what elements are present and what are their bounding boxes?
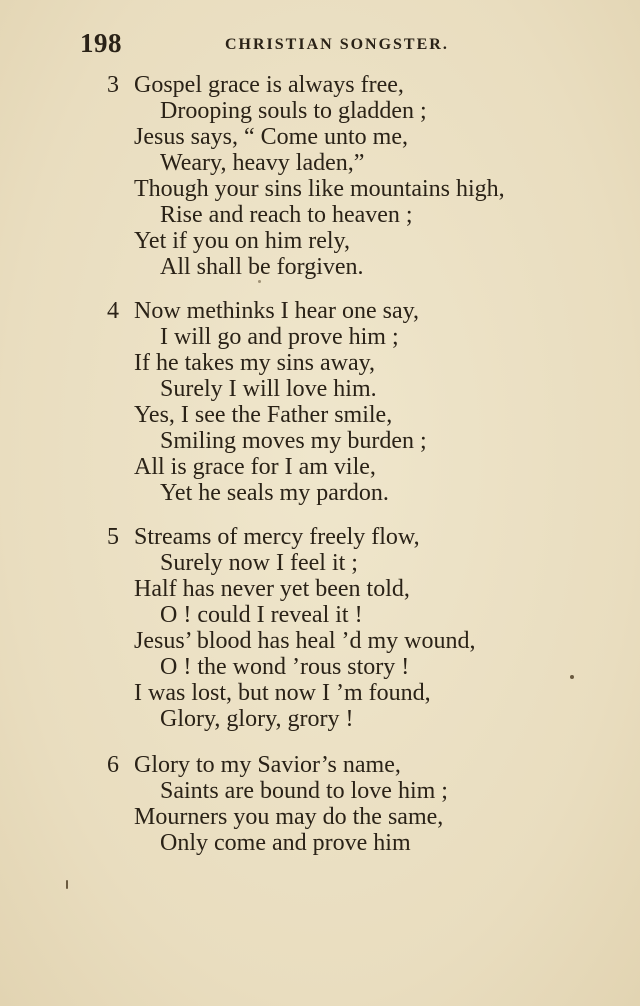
- verse-line: [0, 680, 620, 706]
- page-header: [80, 28, 580, 58]
- verse-line: [0, 602, 620, 628]
- line-text: Half has never yet been told,: [134, 576, 410, 602]
- line-text: Only come and prove him: [160, 830, 411, 856]
- line-text: Surely I will love him.: [160, 376, 377, 402]
- line-text: Glory, glory, grory !: [160, 706, 354, 732]
- verse-line: [0, 124, 620, 150]
- verse-line: [0, 654, 620, 680]
- verse-line: [0, 830, 620, 856]
- running-head: CHRISTIAN SONGSTER.: [225, 36, 449, 53]
- verse-line: [0, 150, 620, 176]
- line-text: All is grace for I am vile,: [134, 454, 376, 480]
- verse-line: [0, 324, 620, 350]
- line-text: Glory to my Savior’s name,: [134, 752, 401, 778]
- line-text: Now methinks I hear one say,: [134, 298, 420, 324]
- line-text: O ! could I reveal it !: [160, 602, 363, 628]
- verse-number: 3: [107, 72, 119, 98]
- verse-line: [0, 628, 620, 654]
- verse-line: [0, 706, 620, 732]
- verse-number: 4: [107, 298, 119, 324]
- line-text: Yet he seals my pardon.: [160, 480, 389, 506]
- line-text: All shall be forgiven.: [160, 254, 364, 280]
- verse-line: [0, 350, 620, 376]
- verse-line: [0, 524, 620, 550]
- line-text: Smiling moves my burden ;: [160, 428, 427, 454]
- verse-line: [0, 550, 620, 576]
- line-text: If he takes my sins away,: [134, 350, 376, 376]
- verse-line: [0, 298, 620, 324]
- verse-number: 6: [107, 752, 119, 778]
- verse-line: [0, 228, 620, 254]
- line-text: Weary, heavy laden,”: [160, 150, 365, 176]
- verse-line: [0, 576, 620, 602]
- verse-line: [0, 804, 620, 830]
- stanza-4: [0, 298, 620, 506]
- verse-line: [0, 254, 620, 280]
- line-text: Streams of mercy freely flow,: [134, 524, 420, 550]
- verse-number: 5: [107, 524, 119, 550]
- line-text: Jesus’ blood has heal ’d my wound,: [134, 628, 476, 654]
- page-number: 198: [80, 28, 122, 58]
- line-text: Though your sins like mountains high,: [134, 176, 505, 202]
- verse-line: [0, 72, 620, 98]
- line-text: Rise and reach to heaven ;: [160, 202, 413, 228]
- line-text: Jesus says, “ Come unto me,: [134, 124, 408, 150]
- stanza-5: [0, 524, 620, 732]
- line-text: Drooping souls to gladden ;: [160, 98, 427, 124]
- line-text: O ! the wond ’rous story !: [160, 654, 410, 680]
- line-text: Yet if you on him rely,: [134, 228, 350, 254]
- verse-line: [0, 480, 620, 506]
- line-text: I will go and prove him ;: [160, 324, 399, 350]
- line-text: Surely now I feel it ;: [160, 550, 358, 576]
- verse-line: [0, 202, 620, 228]
- verse-line: [0, 402, 620, 428]
- verse-line: [0, 428, 620, 454]
- verse-line: [0, 454, 620, 480]
- stanza-6: [0, 752, 620, 856]
- line-text: Mourners you may do the same,: [134, 804, 444, 830]
- verse-line: [0, 98, 620, 124]
- paper-speck: [66, 880, 68, 889]
- verse-line: [0, 176, 620, 202]
- paper-speck: [570, 675, 574, 679]
- verse-line: [0, 778, 620, 804]
- line-text: Yes, I see the Father smile,: [134, 402, 393, 428]
- stanza-3: [0, 72, 620, 280]
- verse-line: [0, 376, 620, 402]
- line-text: Gospel grace is always free,: [134, 72, 404, 98]
- verse-line: [0, 752, 620, 778]
- line-text: Saints are bound to love him ;: [160, 778, 448, 804]
- paper-speck: [258, 280, 261, 283]
- line-text: I was lost, but now I ’m found,: [134, 680, 431, 706]
